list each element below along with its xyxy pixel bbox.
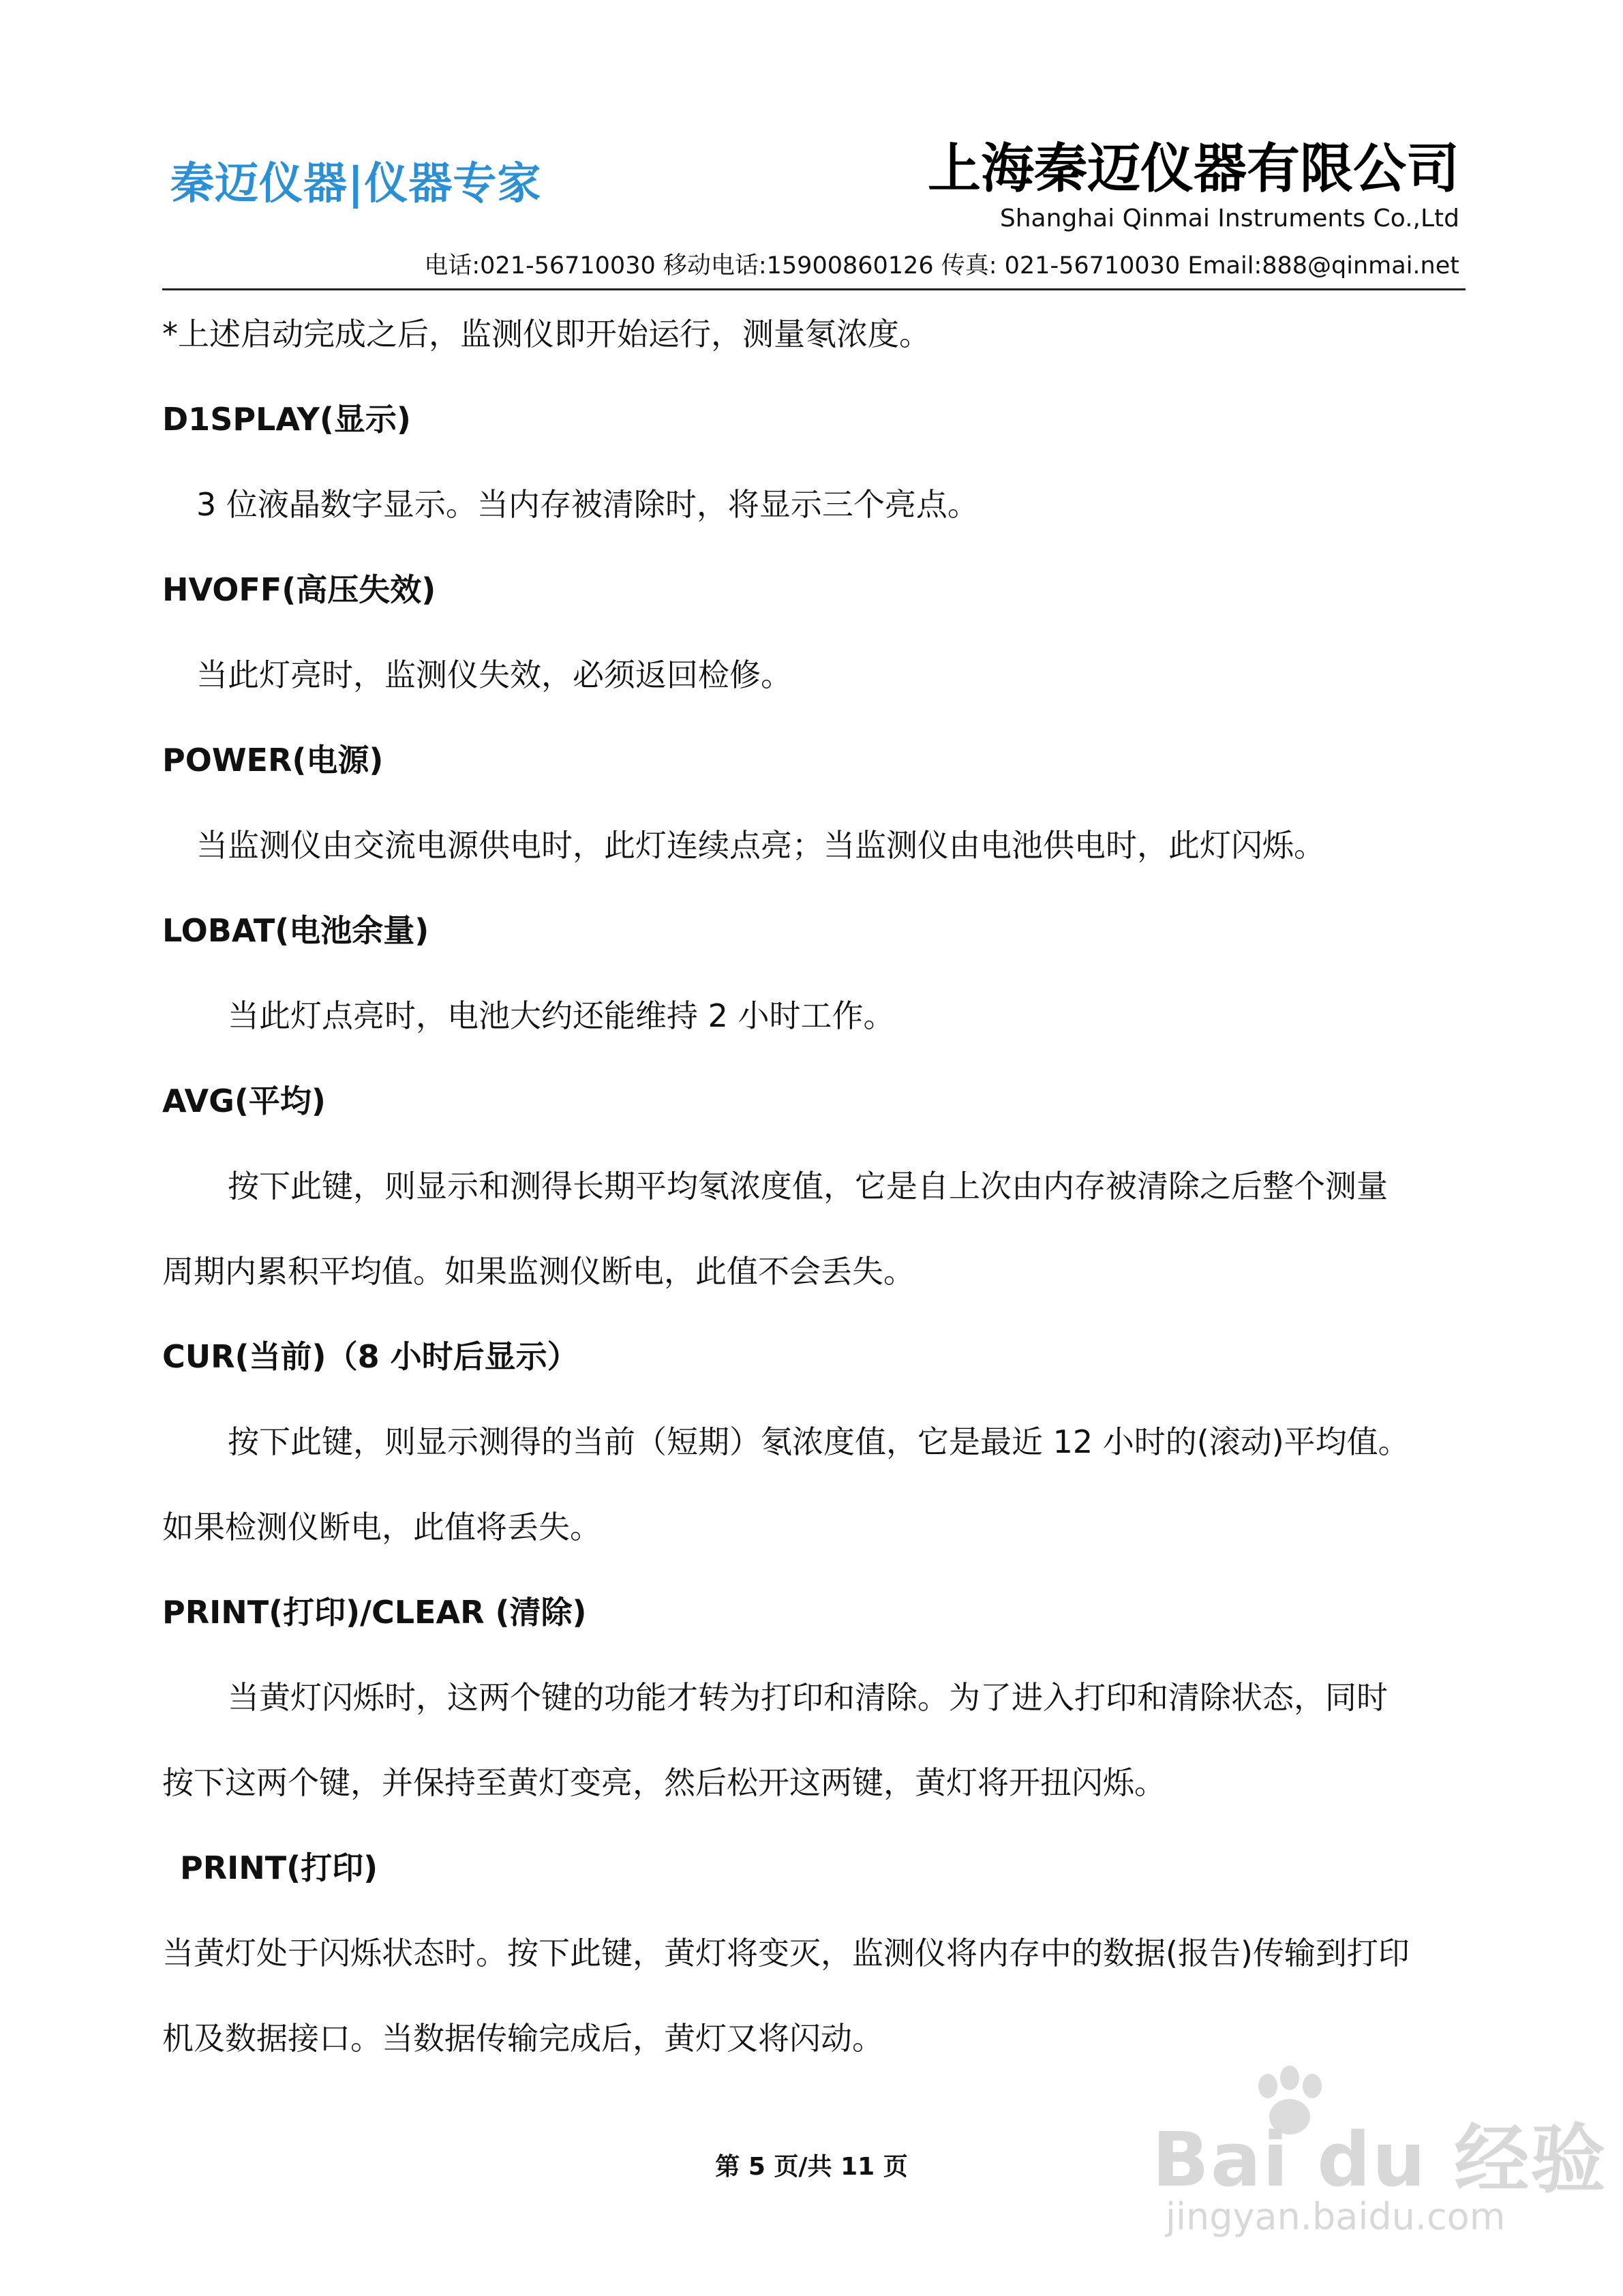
section-heading-power: POWER(电源) — [162, 742, 384, 779]
section-heading-display: D1SPLAY(显示) — [162, 401, 411, 438]
section-heading-cur: CUR(当前)（8 小时后显示） — [162, 1338, 579, 1375]
paragraph-line: 如果检测仪断电，此值将丢失。 — [162, 1509, 601, 1545]
paragraph-line: 按下此键，则显示测得的当前（短期）氡浓度值，它是最近 12 小时的(滚动)平均值。 — [228, 1423, 1410, 1460]
paragraph-line: 机及数据接口。当数据传输完成后，黄灯又将闪动。 — [162, 2020, 883, 2057]
paragraph-line: 当黄灯处于闪烁状态时。按下此键，黄灯将变灭，监测仪将内存中的数据(报告)传输到打印 — [162, 1935, 1410, 1972]
section-heading-hvoff: HVOFF(高压失效) — [162, 571, 436, 608]
section-heading-print: PRINT(打印) — [180, 1849, 378, 1886]
paragraph-line: 按下这两个键，并保持至黄灯变亮，然后松开这两键，黄灯将开扭闪烁。 — [162, 1764, 1166, 1801]
section-heading-avg: AVG(平均) — [162, 1083, 326, 1119]
paragraph-line: 当监测仪由交流电源供电时，此灯连续点亮；当监测仪由电池供电时，此灯闪烁。 — [196, 827, 1325, 864]
watermark-logo-text: Bai du 经验 — [1152, 2116, 1607, 2203]
section-heading-print-clear: PRINT(打印)/CLEAR (清除) — [162, 1594, 587, 1631]
header-divider — [162, 288, 1466, 290]
company-name: 上海秦迈仪器有限公司 — [927, 138, 1459, 200]
paragraph-line: 当此灯亮时，监测仪失效，必须返回检修。 — [196, 656, 792, 693]
paragraph-line: 当黄灯闪烁时，这两个键的功能才转为打印和清除。为了进入打印和清除状态，同时 — [228, 1679, 1388, 1716]
paragraph-line: 当此灯点亮时，电池大约还能维持 2 小时工作。 — [228, 997, 895, 1034]
paragraph-line: 3 位液晶数字显示。当内存被清除时，将显示三个亮点。 — [196, 486, 979, 523]
paragraph-line: 周期内累积平均值。如果监测仪断电，此值不会丢失。 — [162, 1253, 915, 1290]
brand-logo-text: 秦迈仪器|仪器专家 — [170, 159, 542, 209]
paragraph-line: *上述启动完成之后，监测仪即开始运行，测量氡浓度。 — [162, 316, 930, 352]
watermark-url: jingyan.baidu.com — [1166, 2195, 1506, 2238]
contact-info: 电话:021-56710030 移动电话:15900860126 传真: 021-56710030 Email:888@qinmai.net — [424, 252, 1459, 280]
section-heading-lobat: LOBAT(电池余量) — [162, 912, 429, 949]
company-name-english: Shanghai Qinmai Instruments Co.,Ltd — [999, 205, 1459, 232]
page-number: 第 5 页/共 11 页 — [715, 2153, 908, 2181]
paragraph-line: 按下此键，则显示和测得长期平均氡浓度值，它是自上次由内存被清除之后整个测量 — [228, 1168, 1388, 1205]
baidu-watermark — [1152, 2066, 1607, 2238]
